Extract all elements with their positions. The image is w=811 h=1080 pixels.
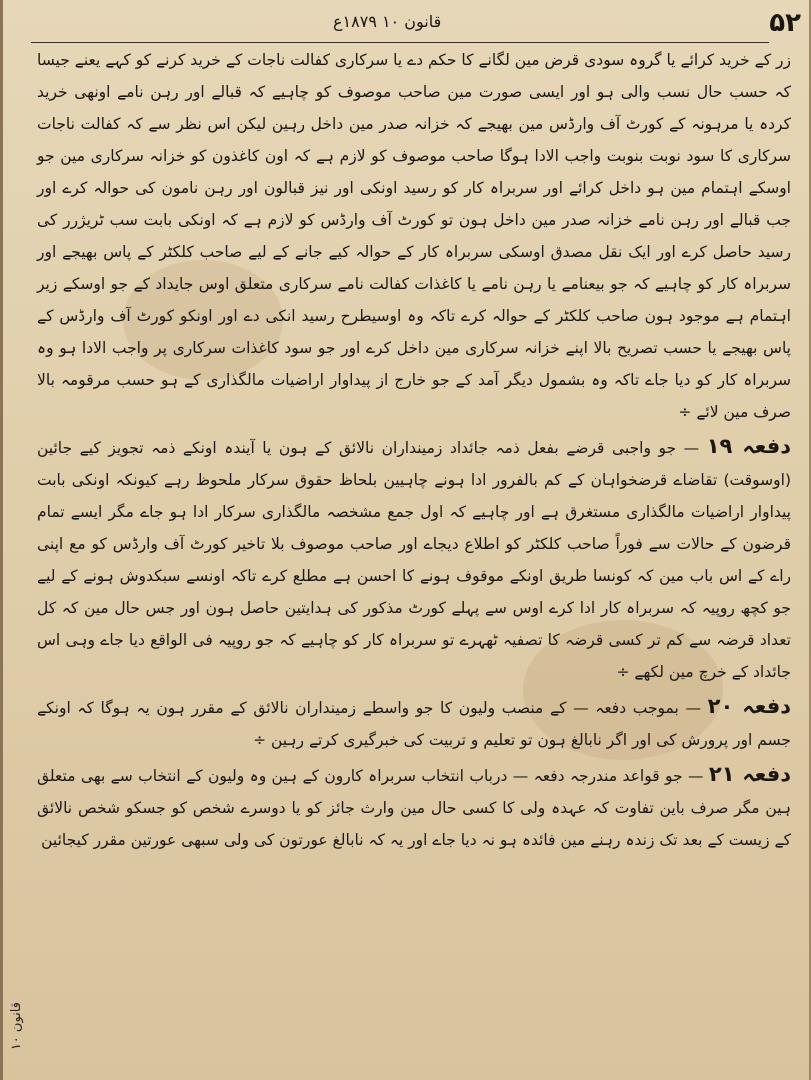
- page-number: ۵۲: [769, 8, 801, 38]
- page-header: [3, 6, 809, 40]
- margin-note: قانون ۱۰: [9, 1001, 24, 1050]
- section-19-title: دفعہ ۱۹: [706, 434, 792, 458]
- page-body: [37, 44, 791, 1072]
- section-20: [37, 690, 791, 756]
- section-21-text: — جو قواعد مندرجہ دفعہ — درباب انتخاب سربراہ کارون کے ہین وہ ولیون کے انتخاب سے بھی متعلق ہین مگر صرف باین تفاوت کہ عہدہ ولی کا کسی حال مین وارث جائز کو یا دوسرے شخص کو جسکو شخص نالائق کے زیست کے بعد تک زندہ رہنے مین فائدہ ہو نہ دیا جاے اور یہ کہ نابالغ عورتون کی ولی سبھی عورتین مقرر کیجائین: [37, 767, 791, 849]
- section-20-text: — بموجب دفعہ — کے منصب ولیون کا جو واسطے زمینداران نالائق کے مقرر ہون یہ ہوگا کہ اونکے جسم اور پرورش کی اور اگر نابالغ ہون تو تعلیم و تربیت کی خبرگیری کرتے رہین ÷: [37, 699, 791, 749]
- section-21-title: دفعہ ۲۱: [708, 762, 791, 786]
- section-20-title: دفعہ ۲۰: [707, 694, 791, 718]
- section-19: [37, 430, 791, 688]
- intro-paragraph: زر کے خرید کرائے یا گروہ سودی قرض مین لگانے کا حکم دے یا سرکاری کفالت ناجات کے خرید کرنے کو کہے یعنے جیسا کہ حسب حال نسب والی ہو اور ایسی صورت مین صاحب موصوف کو چاہیے کہ قبالے اور رہن نامے اونھی خرید کردہ یا مرہونہ کے کورٹ آف وارڈس مین بھیجے کہ خزانہ صدر مین داخل رہین لیکن اس نظر سے کہ کفالت ناجات سرکاری کا سود نوبت بنوبت واجب الادا ہوگا صاحب موصوف کو لازم ہے کہ اون کاغذون کو خزانہ سرکاری مین جو اوسکے اہتمام مین ہو داخل کرائے اور سربراہ کار کو رسید اونکی اور نیز قبالون اور رہن نامون کی حوالہ کرے اور جب قبالے اور رہن نامے خزانہ صدر مین داخل ہون تو کورٹ آف وارڈس کو لازم ہے کہ اونکی بابت سب ٹریژرر کی رسید حاصل کرے اور ایک نقل مصدق اوسکی سربراہ کار کے حوالہ کیے جانے کے لیے صاحب کلکٹر کے پاس بھیجے اور سربراہ کار کو چاہیے کہ جو بیعنامے یا رہن نامے یا کاغذات کفالت نامے سرکاری متعلق اوس جایداد کے جو اوسکے زیر اہتمام ہے موجود ہون صاحب کلکٹر کے حوالہ کرے تاکہ وہ اوسیطرح رسید انکی دے اور اونکو کورٹ آف وارڈس کے پاس بھیجے یا حسب تصریح بالا اپنے خزانہ سرکاری مین داخل کرے اور جو سود کاغذات سرکاری پر واجب الادا ہو وہ سربراہ کار کو دیا جاے تاکہ وہ بشمول دیگر آمد کے جو خارج از پیداوار اراضیات مالگذاری کے ہو حسب مرقومہ بالا صرف مین لائے ÷: [37, 51, 791, 421]
- section-21: [37, 758, 791, 856]
- running-head: قانون ۱۰ ۱۸۷۹ع: [333, 12, 442, 31]
- header-rule: [31, 42, 769, 43]
- section-19-text: — جو واجبی قرضے بفعل ذمہ جائداد زمینداران نالائق کے ہون یا آیندہ اونکے ذمہ تجویز کیے جائین (اوسوقت) تقاضاے قرضخواہان کے کم بالفرور ادا ہونے چاہیین بلحاظ حقوق سرکار ملحوظ رہے کیونکہ اونکی بابت پیداوار اراضیات مالگذاری مستغرق ہے اور چاہیے کہ اول جمع مشخصہ مالگذاری سرکار ادا ہو جاے مگر ایسے تمام قرضون کے حالات سے فوراً صاحب کلکٹر کو اطلاع دیجاے اور صاحب موصوف بلا تاخیر کورٹ آف وارڈس کو مع اپنی راے کے اس باب مین کہ کونسا طریق اونکے موقوف ہونے کا احسن ہے مطلع کرے تاکہ اونسے سبکدوش ہونے کے لیے جو کچھ روپیہ کہ سربراہ کار ادا کرے اوس سے پہلے کورٹ مذکور کی ہدایتین حاصل ہون اور جس حال مین کہ کل تعداد قرضہ سے کم تر کسی قرضہ کا تصفیہ ٹھہرے تو سربراہ کار کو چاہیے کہ جو روپیہ فی الواقع دیا جاے وہی اس جائداد کے خرچ مین لکھے ÷: [37, 439, 791, 681]
